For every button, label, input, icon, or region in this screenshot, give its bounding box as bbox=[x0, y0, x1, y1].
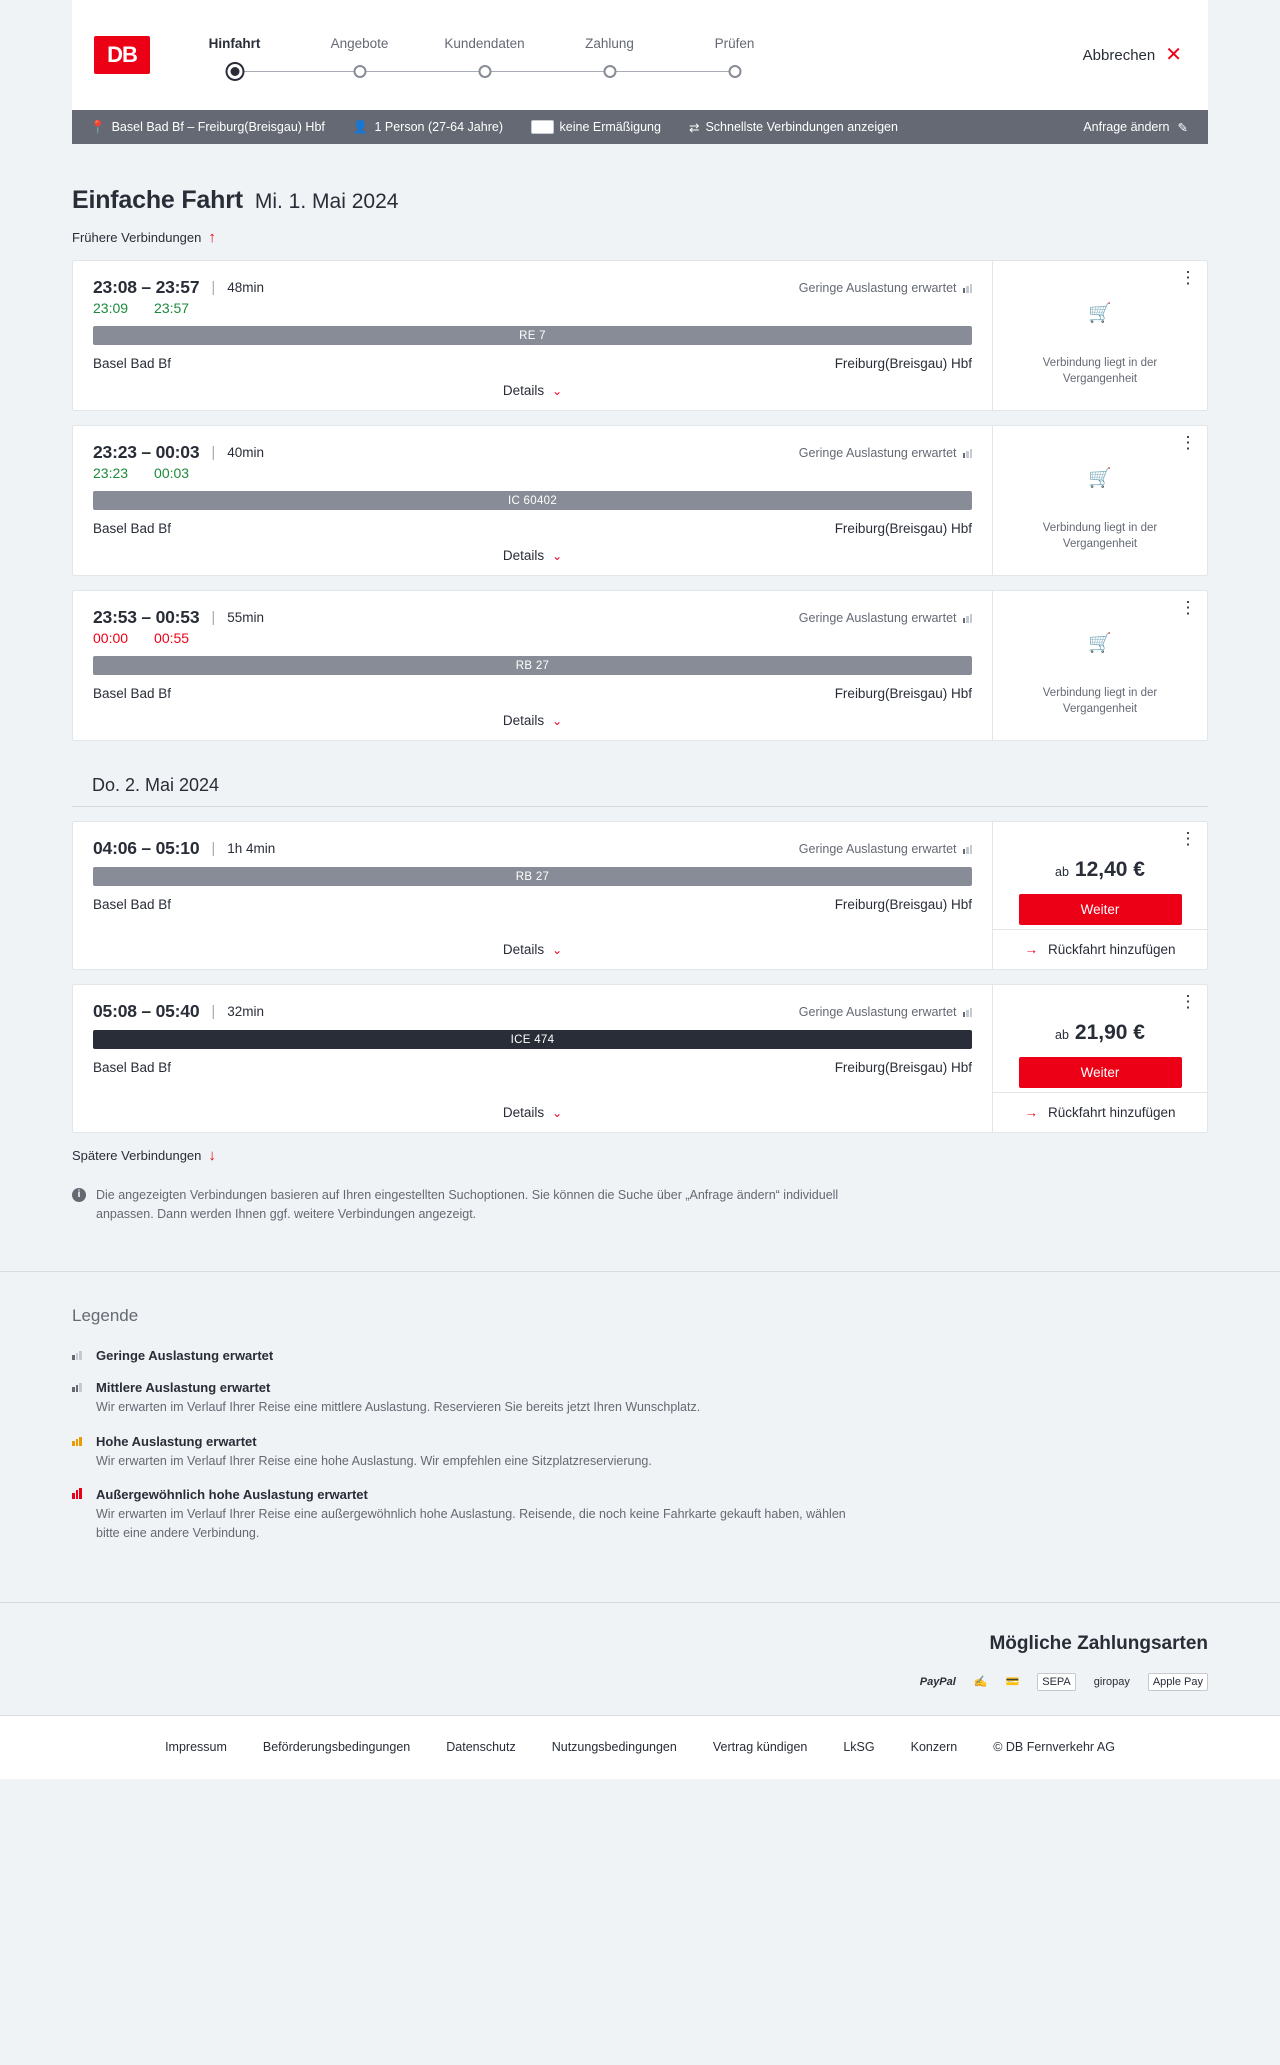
chevron-down-icon: ⌄ bbox=[552, 1105, 563, 1120]
step-label: Zahlung bbox=[585, 35, 634, 51]
later-connections-button[interactable] bbox=[72, 1147, 1208, 1164]
train-bar bbox=[93, 491, 972, 510]
earlier-connections-label: Frühere Verbindungen bbox=[72, 230, 202, 245]
utilization-bars-icon bbox=[963, 448, 973, 458]
footer-link-datenschutz[interactable]: Datenschutz bbox=[446, 1740, 516, 1755]
station-from: Basel Bad Bf bbox=[93, 1060, 172, 1075]
connection-details bbox=[73, 426, 992, 575]
utilization-label: Geringe Auslastung erwartet bbox=[798, 445, 957, 460]
more-options-icon[interactable]: ⋮ bbox=[1179, 829, 1197, 848]
utilization-label: Geringe Auslastung erwartet bbox=[798, 610, 957, 625]
payment-logo-row bbox=[72, 1673, 1208, 1691]
past-connection-note: Verbindung liegt in der Vergangenheit bbox=[1042, 357, 1158, 386]
real-departure: 23:23 bbox=[93, 465, 129, 481]
page-title-row bbox=[72, 144, 1208, 215]
connection-action-panel bbox=[992, 985, 1207, 1132]
step-dot-wrap bbox=[547, 65, 672, 81]
footer-link-nutzungsbedingungen[interactable]: Nutzungsbedingungen bbox=[551, 1740, 677, 1755]
legend-item-desc: Wir erwarten im Verlauf Ihrer Reise eine mittlere Auslastung. Reservieren Sie bereits jetzt Ihren Wunschplatz. bbox=[96, 1399, 701, 1414]
connection-realtime bbox=[93, 630, 972, 646]
utilization-low-icon bbox=[72, 1349, 82, 1360]
direct-debit-icon: ✍ bbox=[973, 1676, 988, 1689]
utilization-bars-icon bbox=[963, 1007, 973, 1017]
station-to: Freiburg(Breisgau) Hbf bbox=[834, 1060, 972, 1075]
past-connection-note: Verbindung liegt in der Vergangenheit bbox=[1042, 522, 1158, 551]
divider: | bbox=[211, 1003, 216, 1020]
header-region bbox=[0, 0, 1280, 110]
connection-stations bbox=[93, 356, 972, 371]
connection-action-panel bbox=[992, 261, 1207, 410]
continue-button[interactable]: Weiter bbox=[1019, 894, 1182, 925]
footer-link-lksg[interactable]: LkSG bbox=[843, 1740, 875, 1755]
connection-time-range: 05:08 – 05:40 bbox=[93, 1001, 200, 1021]
footer-link-vertrag-kuendigen[interactable]: Vertrag kündigen bbox=[712, 1740, 808, 1755]
legend-item-title: Geringe Auslastung erwartet bbox=[96, 1347, 274, 1363]
arrow-right-icon: → bbox=[1024, 942, 1038, 957]
details-toggle[interactable] bbox=[93, 1105, 972, 1120]
details-toggle[interactable] bbox=[93, 548, 972, 563]
checkout-stepper bbox=[172, 36, 797, 81]
legend-title: Legende bbox=[72, 1305, 139, 1325]
legend-section bbox=[72, 1272, 1208, 1602]
real-arrival: 00:55 bbox=[154, 630, 190, 646]
chevron-down-icon: ⌄ bbox=[552, 383, 563, 398]
divider: | bbox=[211, 609, 216, 626]
close-icon: ✕ bbox=[1165, 44, 1182, 66]
db-logo[interactable]: DB bbox=[94, 36, 150, 74]
step-label: Kundendaten bbox=[444, 35, 525, 51]
page-title: Einfache Fahrt bbox=[72, 186, 243, 214]
step-connector bbox=[360, 71, 485, 72]
step-connector bbox=[610, 71, 735, 72]
search-summary-bar bbox=[72, 110, 1208, 144]
legend-item bbox=[72, 1348, 1208, 1363]
station-to: Freiburg(Breisgau) Hbf bbox=[834, 686, 972, 701]
train-label: RE 7 bbox=[519, 329, 546, 342]
real-departure: 00:00 bbox=[93, 630, 129, 646]
connection-duration: 40min bbox=[227, 445, 265, 460]
step-angebote[interactable] bbox=[297, 36, 422, 81]
location-pin-icon: 📍 bbox=[90, 119, 106, 134]
price-value: 21,90 € bbox=[1074, 1021, 1145, 1044]
connection-card[interactable] bbox=[72, 260, 1208, 411]
step-label: Angebote bbox=[330, 35, 389, 51]
divider: | bbox=[211, 444, 216, 461]
footer-copyright: © DB Fernverkehr AG bbox=[993, 1740, 1115, 1755]
details-label: Details bbox=[502, 1105, 545, 1120]
add-return-trip-button[interactable] bbox=[993, 929, 1207, 969]
connection-details bbox=[73, 261, 992, 410]
utilization-indicator bbox=[799, 281, 972, 295]
summary-route-label: Basel Bad Bf – Freiburg(Breisgau) Hbf bbox=[111, 120, 325, 134]
station-from: Basel Bad Bf bbox=[93, 686, 172, 701]
divider: | bbox=[211, 840, 216, 857]
summary-discount-label: keine Ermäßigung bbox=[559, 120, 661, 134]
step-hinfahrt[interactable] bbox=[172, 36, 297, 81]
search-info-text: Die angezeigten Verbindungen basieren auf Ihren eingestellten Suchoptionen. Sie können die Suche über „Anfrage ändern“ individuell anpassen. Dann werden Ihnen ggf. weitere Verbindungen angezeigt. bbox=[96, 1188, 839, 1222]
paypal-icon: PayPal bbox=[919, 1675, 956, 1688]
train-bar bbox=[93, 1030, 972, 1049]
step-dot bbox=[230, 67, 239, 76]
more-options-icon[interactable]: ⋮ bbox=[1179, 268, 1197, 287]
connection-action-panel bbox=[992, 426, 1207, 575]
price-block bbox=[1055, 858, 1145, 882]
price-prefix: ab bbox=[1055, 1028, 1069, 1042]
utilization-indicator bbox=[799, 611, 972, 625]
real-arrival: 23:57 bbox=[154, 300, 190, 316]
more-options-icon[interactable]: ⋮ bbox=[1179, 598, 1197, 617]
connection-details bbox=[73, 822, 992, 969]
connection-duration: 32min bbox=[227, 1004, 265, 1019]
earlier-connections-button[interactable] bbox=[72, 229, 1208, 246]
cart-icon: 🛒 bbox=[1088, 633, 1112, 654]
summary-passengers-label: 1 Person (27-64 Jahre) bbox=[374, 120, 503, 134]
chevron-down-icon: ⌄ bbox=[552, 713, 563, 728]
credit-card-icon: 💳 bbox=[1005, 1676, 1020, 1689]
day-separator-label: Do. 2. Mai 2024 bbox=[92, 775, 220, 795]
legend-item-title: Hohe Auslastung erwartet bbox=[96, 1433, 257, 1449]
train-label: IC 60402 bbox=[507, 494, 558, 507]
connection-header bbox=[93, 1001, 972, 1022]
station-from: Basel Bad Bf bbox=[93, 897, 172, 912]
continue-button[interactable]: Weiter bbox=[1019, 1057, 1182, 1088]
summary-option-label: Schnellste Verbindungen anzeigen bbox=[705, 120, 898, 134]
train-bar bbox=[93, 656, 972, 675]
connection-stations bbox=[93, 897, 972, 912]
legend-item-desc: Wir erwarten im Verlauf Ihrer Reise eine hohe Auslastung. Wir empfehlen eine Sitzplatzreservierung. bbox=[96, 1453, 652, 1468]
payment-methods bbox=[72, 1603, 1208, 1715]
details-label: Details bbox=[502, 942, 545, 957]
utilization-indicator bbox=[799, 1005, 972, 1019]
sepa-icon: SEPA bbox=[1037, 1673, 1076, 1691]
station-to: Freiburg(Breisgau) Hbf bbox=[834, 356, 972, 371]
train-label: RB 27 bbox=[515, 870, 550, 883]
price-block bbox=[1055, 1021, 1145, 1045]
footer-link-impressum[interactable]: Impressum bbox=[165, 1740, 227, 1755]
legend-item bbox=[72, 1487, 1208, 1543]
more-options-icon[interactable]: ⋮ bbox=[1179, 433, 1197, 452]
arrow-down-icon: ↓ bbox=[208, 1147, 216, 1164]
real-arrival: 00:03 bbox=[154, 465, 190, 481]
step-dot bbox=[353, 65, 366, 78]
arrow-right-icon: → bbox=[1024, 1105, 1038, 1120]
utilization-medium-icon bbox=[72, 1381, 82, 1392]
footer-links bbox=[0, 1715, 1280, 1779]
train-bar bbox=[93, 326, 972, 345]
page-date: Mi. 1. Mai 2024 bbox=[254, 190, 399, 213]
connection-details bbox=[73, 985, 992, 1132]
connection-header bbox=[93, 442, 972, 463]
summary-discount[interactable] bbox=[517, 120, 675, 134]
details-label: Details bbox=[502, 548, 545, 563]
giropay-icon: giropay bbox=[1093, 1675, 1130, 1688]
connection-duration: 48min bbox=[227, 280, 265, 295]
train-bar bbox=[93, 867, 972, 886]
chevron-down-icon: ⌄ bbox=[552, 548, 563, 563]
price-value: 12,40 € bbox=[1074, 858, 1145, 881]
step-connector bbox=[485, 71, 610, 72]
summary-option[interactable] bbox=[675, 120, 912, 135]
connection-stations bbox=[93, 521, 972, 536]
connection-card[interactable] bbox=[72, 821, 1208, 970]
apple-pay-icon: Apple Pay bbox=[1148, 1673, 1208, 1691]
connection-action-panel bbox=[992, 591, 1207, 740]
station-from: Basel Bad Bf bbox=[93, 356, 172, 371]
add-return-trip-label: Rückfahrt hinzufügen bbox=[1047, 942, 1176, 957]
step-label: Hinfahrt bbox=[208, 35, 261, 51]
step-dot bbox=[728, 65, 741, 78]
day-separator bbox=[72, 775, 1208, 807]
step-zahlung[interactable] bbox=[547, 36, 672, 81]
connection-header bbox=[93, 607, 972, 628]
connection-details bbox=[73, 591, 992, 740]
details-label: Details bbox=[502, 383, 545, 398]
legend-item-desc: Wir erwarten im Verlauf Ihrer Reise eine außergewöhnlich hohe Auslastung. Reisende, die noch keine Fahrkarte gekauft haben, wählen bitte eine andere Verbindung. bbox=[96, 1507, 846, 1540]
details-toggle[interactable] bbox=[93, 942, 972, 957]
utilization-label: Geringe Auslastung erwartet bbox=[798, 841, 957, 856]
connection-card[interactable] bbox=[72, 590, 1208, 741]
utilization-bars-icon bbox=[963, 613, 973, 623]
utilization-indicator bbox=[799, 842, 972, 856]
step-dot-wrap bbox=[172, 65, 297, 81]
utilization-bars-icon bbox=[963, 283, 973, 293]
divider: | bbox=[211, 279, 216, 296]
legend-item-title: Mittlere Auslastung erwartet bbox=[96, 1379, 271, 1395]
cart-icon: 🛒 bbox=[1088, 468, 1112, 489]
connection-stations bbox=[93, 686, 972, 701]
past-connection-note: Verbindung liegt in der Vergangenheit bbox=[1042, 687, 1158, 716]
connection-header bbox=[93, 838, 972, 859]
bahncard-icon: BC bbox=[531, 120, 554, 134]
utilization-bars-icon bbox=[963, 844, 973, 854]
pencil-icon: ✎ bbox=[1177, 120, 1188, 135]
connection-time-range: 23:08 – 23:57 bbox=[93, 277, 200, 297]
connection-realtime bbox=[93, 465, 972, 481]
details-label: Details bbox=[502, 713, 545, 728]
legend-item bbox=[72, 1434, 1208, 1471]
swap-icon: ⇄ bbox=[688, 120, 700, 135]
cart-icon: 🛒 bbox=[1088, 303, 1112, 324]
connection-card[interactable] bbox=[72, 984, 1208, 1133]
add-return-trip-button[interactable] bbox=[993, 1092, 1207, 1132]
details-toggle[interactable] bbox=[93, 383, 972, 398]
details-toggle[interactable] bbox=[93, 713, 972, 728]
legend-item bbox=[72, 1380, 1208, 1417]
step-connector bbox=[235, 71, 360, 72]
footer-link-befoerderungsbedingungen[interactable]: Beförderungsbedingungen bbox=[262, 1740, 411, 1755]
info-icon: i bbox=[72, 1188, 86, 1202]
utilization-high-icon bbox=[72, 1435, 82, 1446]
connection-duration: 55min bbox=[227, 610, 265, 625]
connection-header bbox=[93, 277, 972, 298]
price-prefix: ab bbox=[1055, 865, 1069, 879]
step-dot-wrap bbox=[672, 65, 797, 81]
footer-link-konzern[interactable]: Konzern bbox=[910, 1740, 958, 1755]
station-from: Basel Bad Bf bbox=[93, 521, 172, 536]
payment-title: Mögliche Zahlungsarten bbox=[989, 1632, 1208, 1654]
edit-request-label: Anfrage ändern bbox=[1083, 120, 1170, 134]
utilization-indicator bbox=[799, 446, 972, 460]
utilization-label: Geringe Auslastung erwartet bbox=[798, 1004, 957, 1019]
step-pruefen[interactable] bbox=[672, 36, 797, 81]
cancel-button[interactable] bbox=[1083, 45, 1182, 65]
step-label: Prüfen bbox=[714, 35, 755, 51]
train-label: RB 27 bbox=[515, 659, 550, 672]
step-dot bbox=[478, 65, 491, 78]
more-options-icon[interactable]: ⋮ bbox=[1179, 992, 1197, 1011]
connection-realtime bbox=[93, 300, 972, 316]
step-dot-wrap bbox=[422, 65, 547, 81]
connection-time-range: 23:23 – 00:03 bbox=[93, 442, 200, 462]
connection-stations bbox=[93, 1060, 972, 1075]
app-header bbox=[72, 0, 1208, 110]
station-to: Freiburg(Breisgau) Hbf bbox=[834, 897, 972, 912]
step-dot-wrap bbox=[297, 65, 422, 81]
connection-time-range: 04:06 – 05:10 bbox=[93, 838, 200, 858]
connection-card[interactable] bbox=[72, 425, 1208, 576]
step-kundendaten[interactable] bbox=[422, 36, 547, 81]
arrow-up-icon: ↑ bbox=[208, 229, 216, 246]
edit-request-button[interactable] bbox=[1083, 120, 1194, 135]
search-info-note bbox=[72, 1186, 1208, 1271]
later-connections-label: Spätere Verbindungen bbox=[72, 1148, 202, 1163]
legend-item-title: Außergewöhnlich hohe Auslastung erwartet bbox=[96, 1487, 368, 1503]
real-departure: 23:09 bbox=[93, 300, 129, 316]
connection-duration: 1h 4min bbox=[227, 841, 276, 856]
connection-time-range: 23:53 – 00:53 bbox=[93, 607, 200, 627]
chevron-down-icon: ⌄ bbox=[552, 942, 563, 957]
add-return-trip-label: Rückfahrt hinzufügen bbox=[1047, 1105, 1176, 1120]
main-content bbox=[72, 144, 1208, 1271]
utilization-label: Geringe Auslastung erwartet bbox=[798, 280, 957, 295]
connection-action-panel bbox=[992, 822, 1207, 969]
summary-route[interactable] bbox=[86, 120, 339, 135]
person-icon: 👤 bbox=[352, 119, 369, 134]
station-to: Freiburg(Breisgau) Hbf bbox=[834, 521, 972, 536]
step-dot bbox=[603, 65, 616, 78]
cancel-label: Abbrechen bbox=[1082, 46, 1156, 64]
summary-passengers[interactable] bbox=[339, 120, 517, 135]
footer-payment-section bbox=[0, 1602, 1280, 1715]
train-label: ICE 474 bbox=[510, 1033, 555, 1046]
utilization-very-high-icon bbox=[72, 1488, 82, 1499]
